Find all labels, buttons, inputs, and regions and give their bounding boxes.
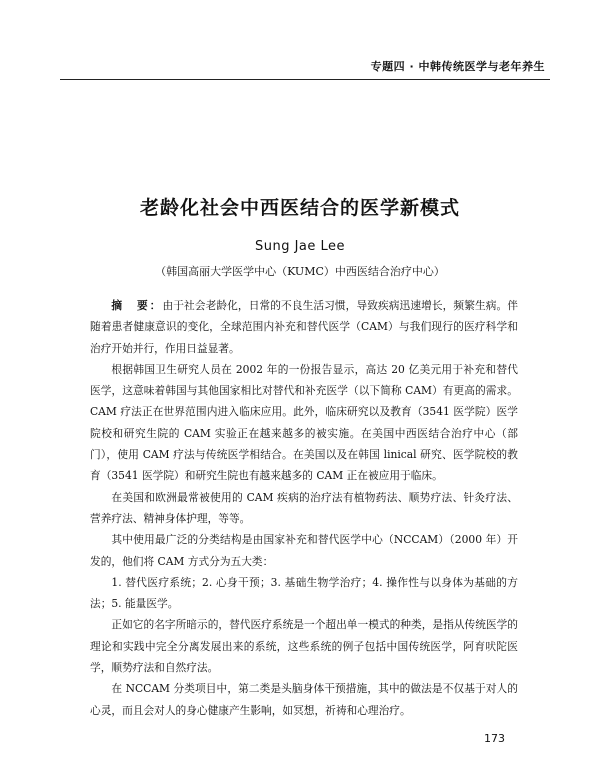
body-paragraph-2: 在美国和欧洲最常被使用的 CAM 疾病的治疗法有植物药法、顺势疗法、针灸疗法、营养疗法、精神身体护理，等等。 xyxy=(90,490,518,525)
abstract-text: 由于社会老龄化，日常的不良生活习惯，导致疾病迅速增长，频繁生病。伴随着患者健康意识的变化，全球范围内补充和替代医学（CAM）与我们现行的医疗科学和治疗开始并行，作用日益显著。 xyxy=(90,299,518,355)
author-name: Sung Jae Lee xyxy=(254,239,346,254)
running-header: 专题四 · 中韩传统医学与老年养生 xyxy=(370,60,545,73)
body-paragraph-4: 1. 替代医疗系统；2. 心身干预；3. 基础生物学治疗；4. 操作性与以身体为基础的方法；5. 能量医学。 xyxy=(90,575,518,611)
article-title: 老龄化社会中西医结合的医学新模式 xyxy=(139,197,460,219)
body-paragraph-3: 其中使用最广泛的分类结构是由国家补充和替代医学中心（NCCAM）（2000 年）开发的，他们将 CAM 方式分为五大类： xyxy=(90,533,518,568)
abstract-paragraph xyxy=(90,295,518,359)
article-body xyxy=(90,295,518,721)
page-number: 173 xyxy=(484,732,505,745)
body-paragraph-1: 根据韩国卫生研究人员在 2002 年的一份报告显示，高达 20 亿美元用于补充和替代医学，这意味着韩国与其他国家相比对替代和补充医学（以下简称 CAM）有更高的需求。CAM 疗法正在世界范围内进入临床应用。此外，临床研究以及教育（3541 医学院）医学院校和研究生院的 CAM 实验正在越来越多的被实施。在美国中西医结合治疗中心（部门），使用 CAM 疗法与传统医学相结合。在美国以及在韩国 linical 研究、医学院校的教育（3541 医学院）和研究生院也有越来越多的 CAM 正在被应用于临床。 xyxy=(90,362,518,483)
header-rule xyxy=(60,79,550,80)
abstract-label: 摘 要： xyxy=(111,299,163,312)
author-affiliation: （韩国高丽大学医学中心（KUMC）中西医结合治疗中心） xyxy=(155,265,445,278)
body-paragraph-5: 正如它的名字所暗示的，替代医疗系统是一个超出单一模式的种类，是指从传统医学的理论和实践中完全分离发展出来的系统，这些系统的例子包括中国传统医学，阿育吠陀医学，顺势疗法和自然疗法。 xyxy=(90,618,518,675)
body-paragraph-6: 在 NCCAM 分类项目中，第二类是头脑身体干预措施，其中的做法是不仅基于对人的心灵，而且会对人的身心健康产生影响，如冥想，祈祷和心理治疗。 xyxy=(90,682,518,717)
